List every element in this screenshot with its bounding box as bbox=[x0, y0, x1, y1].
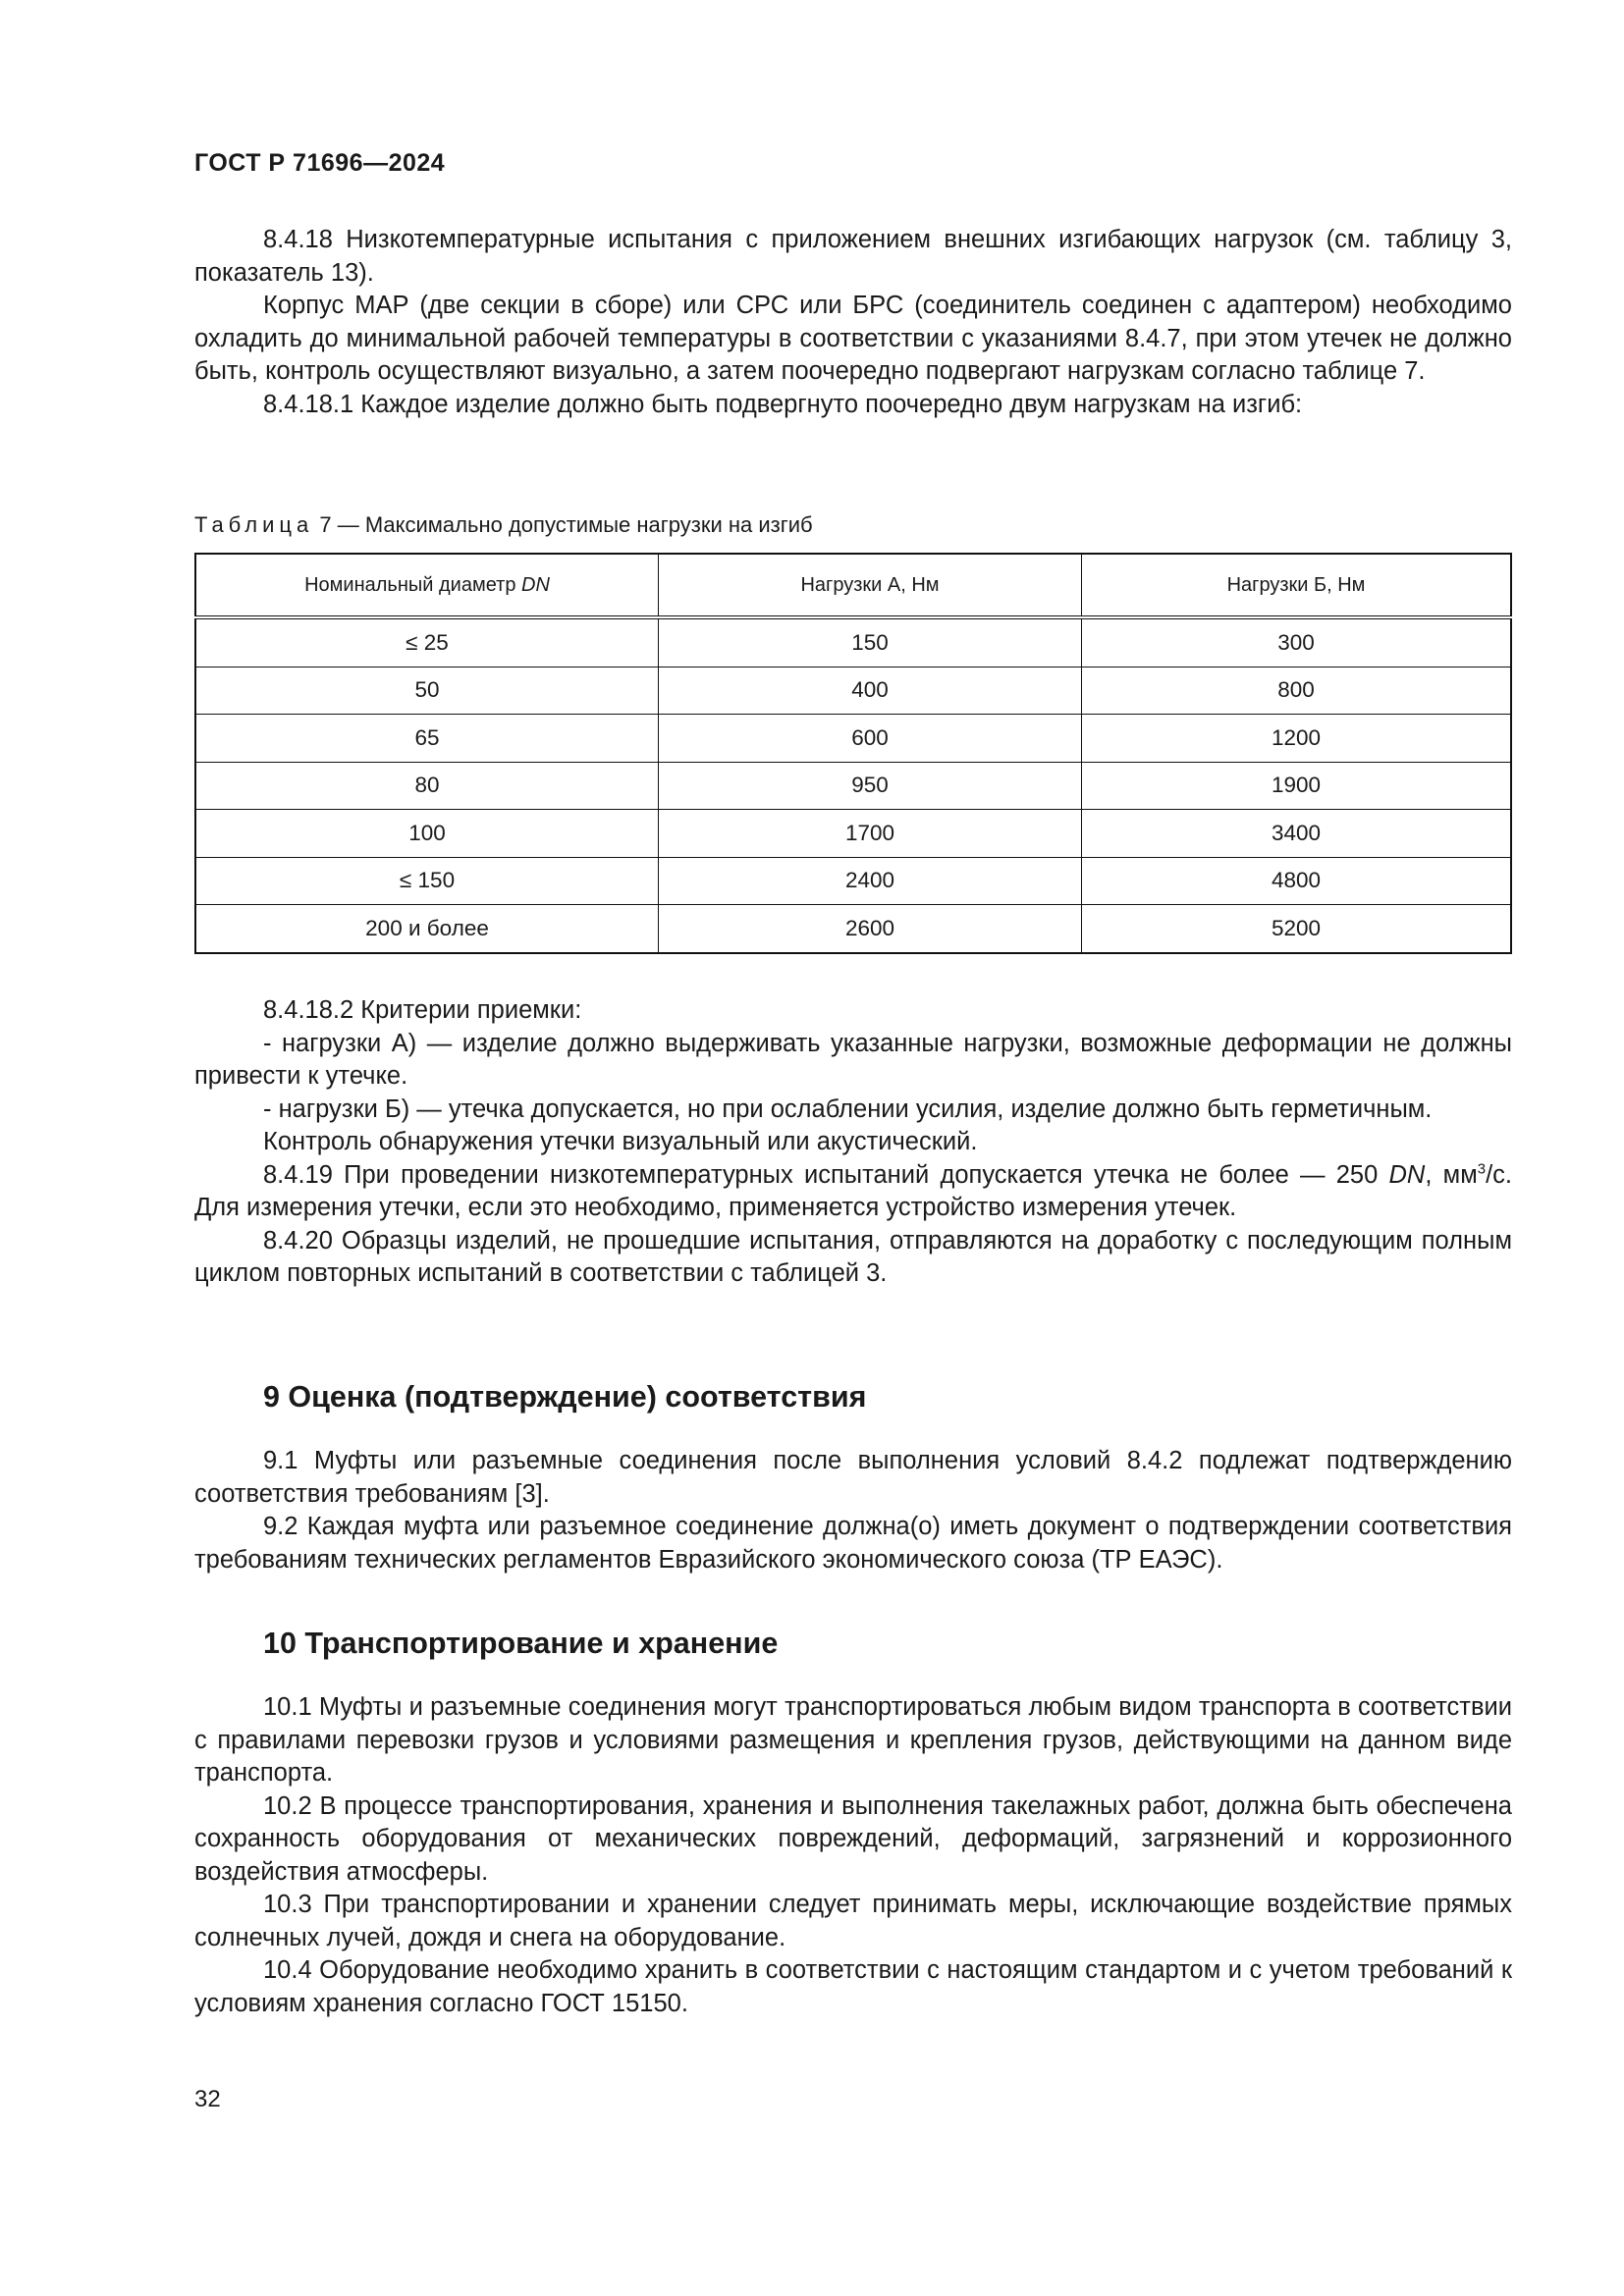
table-row bbox=[195, 905, 1511, 953]
paragraph-9-1: 9.1 Муфты или разъемные соединения после выполнения условий 8.4.2 подлежат подтверждению соответствия требованиям [3]. bbox=[194, 1447, 1512, 1508]
table-caption-title: 7 — Максимально допустимые нагрузки на изгиб bbox=[313, 512, 813, 537]
cell-load-a: 2600 bbox=[659, 905, 1082, 953]
paragraph-body-case: Корпус МАР (две секции в сборе) или СРС или БРС (соединитель соединен с адаптером) необходимо охладить до минимальной рабочей температуры в соответствии с указаниями 8.4.7, при этом утечек не должно быть, контроль осуществляют визуально, а затем поочередно подвергают нагрузкам согласно таблице 7. bbox=[194, 292, 1512, 385]
header-loads-b: Нагрузки Б, Нм bbox=[1082, 554, 1511, 617]
page-number: 32 bbox=[194, 2086, 221, 2112]
cell-load-a: 600 bbox=[659, 715, 1082, 763]
cell-load-a: 400 bbox=[659, 667, 1082, 715]
table-row bbox=[195, 857, 1511, 905]
cell-load-b: 4800 bbox=[1082, 857, 1511, 905]
cell-load-b: 3400 bbox=[1082, 810, 1511, 858]
cell-load-a: 950 bbox=[659, 762, 1082, 810]
cell-dn: 50 bbox=[195, 667, 659, 715]
table-caption bbox=[194, 510, 813, 540]
cell-dn: 200 и более bbox=[195, 905, 659, 953]
cell-load-a: 1700 bbox=[659, 810, 1082, 858]
paragraph-8-4-18-1: 8.4.18.1 Каждое изделие должно быть подвергнуто поочередно двум нагрузкам на изгиб: bbox=[263, 390, 1303, 418]
cell-load-b: 1200 bbox=[1082, 715, 1511, 763]
table-row bbox=[195, 715, 1511, 763]
cell-load-a: 2400 bbox=[659, 857, 1082, 905]
cell-load-a: 150 bbox=[659, 617, 1082, 667]
table-row bbox=[195, 762, 1511, 810]
table-header-row bbox=[195, 554, 1511, 617]
section-9-body bbox=[194, 1445, 1512, 1576]
paragraph-8-4-20: 8.4.20 Образцы изделий, не прошедшие испытания, отправляются на доработку с последующим полным циклом повторных испытаний в соответствии с таблицей 3. bbox=[194, 1226, 1512, 1287]
cell-load-b: 5200 bbox=[1082, 905, 1511, 953]
paragraph-8-4-19: 8.4.19 При проведении низкотемпературных испытаний допускается утечка не более — 250 DN, $мм^3/с$. Для измерения утечки, если это необходимо, применяется устройство измерения утечек. bbox=[194, 1160, 1512, 1221]
document-header: ГОСТ Р 71696—2024 bbox=[194, 149, 446, 177]
cell-dn: 80 bbox=[195, 762, 659, 810]
section-10-body bbox=[194, 1691, 1512, 2020]
cell-load-b: 1900 bbox=[1082, 762, 1511, 810]
table-row bbox=[195, 810, 1511, 858]
paragraph-leak-control: Контроль обнаружения утечки визуальный или акустический. bbox=[263, 1128, 978, 1155]
table-caption-label: Таблица bbox=[194, 512, 314, 537]
cell-load-b: 300 bbox=[1082, 617, 1511, 667]
cell-dn: 65 bbox=[195, 715, 659, 763]
paragraph-10-3: 10.3 При транспортировании и хранении следует принимать меры, исключающие воздействие прямых солнечных лучей, дождя и снега на оборудование. bbox=[194, 1891, 1512, 1951]
section-10-title: 10 Транспортирование и хранение bbox=[263, 1627, 779, 1660]
paragraph-loads-a: - нагрузки А) — изделие должно выдерживать указанные нагрузки, возможные деформации не должны привести к утечке. bbox=[194, 1029, 1512, 1090]
paragraph-9-2: 9.2 Каждая муфта или разъемное соединение должна(о) иметь документ о подтверждении соответствия требованиям технических регламентов Евразийского экономического союза (ТР ЕАЭС). bbox=[194, 1513, 1512, 1574]
paragraph-10-4: 10.4 Оборудование необходимо хранить в соответствии с настоящим стандартом и с учетом требований к условиям хранения согласно ГОСТ 15150. bbox=[194, 1956, 1512, 2017]
table-row bbox=[195, 617, 1511, 667]
cell-dn: ≤ 25 bbox=[195, 617, 659, 667]
header-nominal-diameter: Номинальный диаметр DN bbox=[195, 554, 659, 617]
section-8-4-18 bbox=[194, 224, 1512, 421]
paragraph-loads-b: - нагрузки Б) — утечка допускается, но при ослаблении усилия, изделие должно быть герметичным. bbox=[263, 1095, 1433, 1123]
cell-load-b: 800 bbox=[1082, 667, 1511, 715]
paragraph-10-2: 10.2 В процессе транспортирования, хранения и выполнения такелажных работ, должна быть обеспечена сохранность оборудования от механических повреждений, деформаций, загрязнений и коррозионного воздействия атмосферы. bbox=[194, 1791, 1512, 1886]
section-8-4-18-2 bbox=[194, 994, 1512, 1291]
table-7 bbox=[194, 553, 1512, 954]
cell-dn: 100 bbox=[195, 810, 659, 858]
paragraph-10-1: 10.1 Муфты и разъемные соединения могут транспортироваться любым видом транспорта в соответствии с правилами перевозки грузов и условиями размещения и крепления грузов, действующими на данном виде транспорта. bbox=[194, 1693, 1512, 1787]
header-loads-a: Нагрузки А, Нм bbox=[659, 554, 1082, 617]
paragraph-criteria: 8.4.18.2 Критерии приемки: bbox=[263, 996, 582, 1024]
cell-dn: ≤ 150 bbox=[195, 857, 659, 905]
table-row bbox=[195, 667, 1511, 715]
section-9-title: 9 Оценка (подтверждение) соответствия bbox=[263, 1380, 867, 1414]
paragraph-8-4-18: 8.4.18 Низкотемпературные испытания с приложением внешних изгибающих нагрузок (см. таблицу 3, показатель 13). bbox=[194, 226, 1512, 287]
